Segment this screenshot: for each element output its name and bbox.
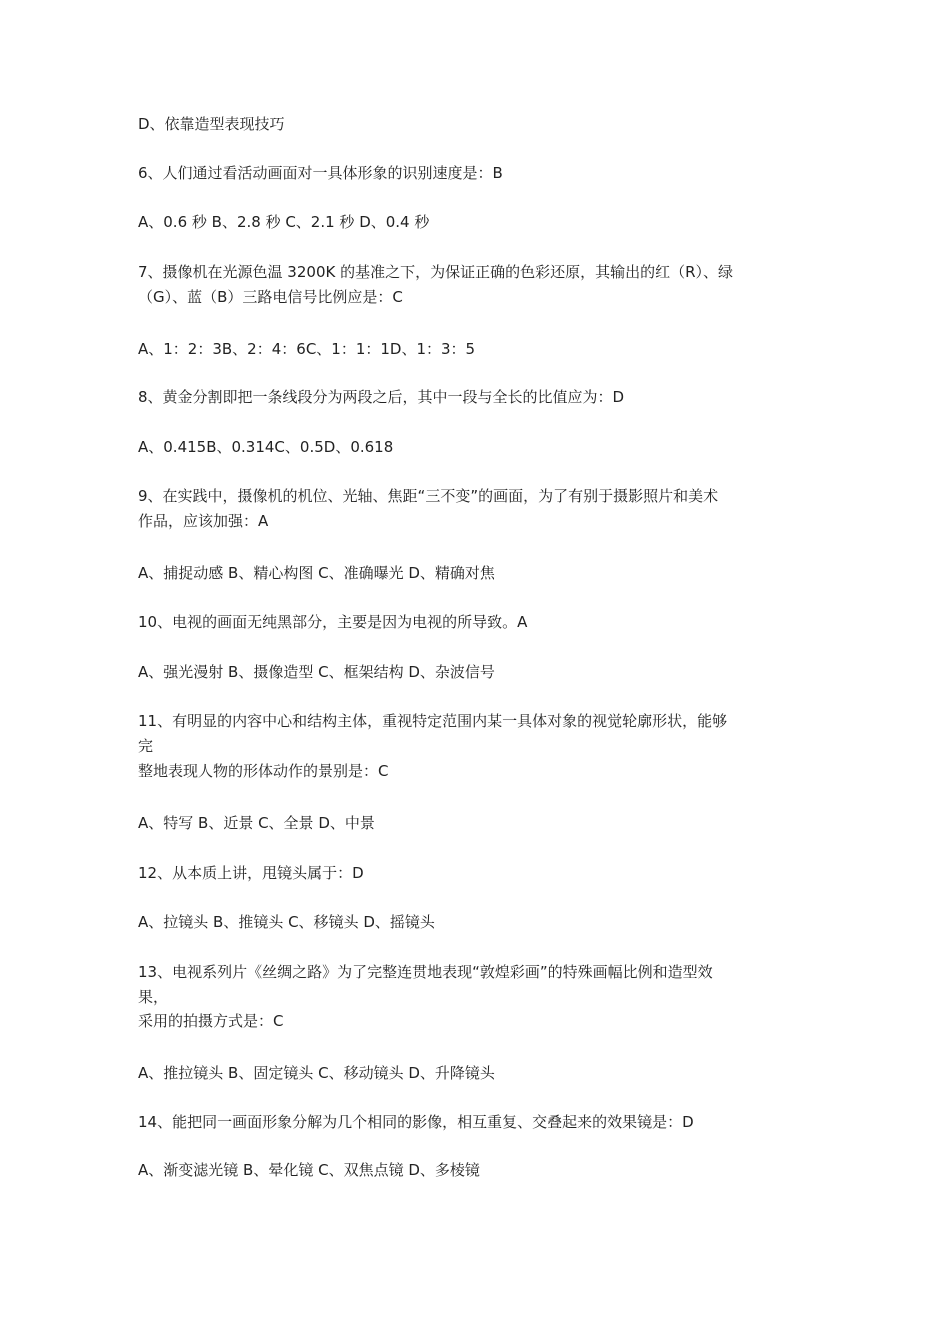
question-11-line-1: 11、有明显的内容中心和结构主体，重视特定范围内某一具体对象的视觉轮廓形状，能够	[138, 712, 728, 730]
options-q14: A、渐变滤光镜 B、晕化镜 C、双焦点镜 D、多棱镜	[138, 1161, 480, 1179]
options-q10: A、强光漫射 B、摄像造型 C、框架结构 D、杂波信号	[138, 663, 495, 681]
question-13-line-1: 13、电视系列片《丝绸之路》为了完整连贯地表现“敦煌彩画”的特殊画幅比例和造型效	[138, 963, 713, 981]
question-7-line-1: 7、摄像机在光源色温 3200K 的基准之下，为保证正确的色彩还原，其输出的红（R）、绿	[138, 263, 734, 281]
question-8: 8、黄金分割即把一条线段分为两段之后，其中一段与全长的比值应为：D	[138, 388, 625, 406]
options-q12: A、拉镜头 B、推镜头 C、移镜头 D、摇镜头	[138, 913, 435, 931]
options-q13: A、推拉镜头 B、固定镜头 C、移动镜头 D、升降镜头	[138, 1064, 495, 1082]
question-13-line-2: 果，	[138, 988, 169, 1006]
question-7-line-2: （G）、蓝（B）三路电信号比例应是：C	[138, 288, 403, 306]
question-9-line-2: 作品，应该加强：A	[138, 512, 269, 530]
question-9-line-1: 9、在实践中，摄像机的机位、光轴、焦距“三不变”的画面，为了有别于摄影照片和美术	[138, 487, 719, 505]
option-line-q5-d: D、依靠造型表现技巧	[138, 115, 285, 133]
options-q11: A、特写 B、近景 C、全景 D、中景	[138, 814, 375, 832]
options-q9: A、捕捉动感 B、精心构图 C、准确曝光 D、精确对焦	[138, 564, 495, 582]
question-12: 12、从本质上讲，甩镜头属于：D	[138, 864, 364, 882]
question-11-line-2: 完	[138, 737, 154, 755]
options-q6: A、0.6 秒 B、2.8 秒 C、2.1 秒 D、0.4 秒	[138, 213, 430, 231]
question-6: 6、人们通过看活动画面对一具体形象的识别速度是：B	[138, 164, 503, 182]
question-14: 14、能把同一画面形象分解为几个相同的影像，相互重复、交叠起来的效果镜是：D	[138, 1113, 694, 1131]
options-q7: A、1：2：3B、2：4：6C、1：1：1D、1：3：5	[138, 340, 476, 358]
options-q8: A、0.415B、0.314C、0.5D、0.618	[138, 438, 394, 456]
question-10: 10、电视的画面无纯黑部分，主要是因为电视的所导致。A	[138, 613, 528, 631]
question-13-line-3: 采用的拍摄方式是：C	[138, 1012, 284, 1030]
question-11-line-3: 整地表现人物的形体动作的景别是：C	[138, 762, 389, 780]
